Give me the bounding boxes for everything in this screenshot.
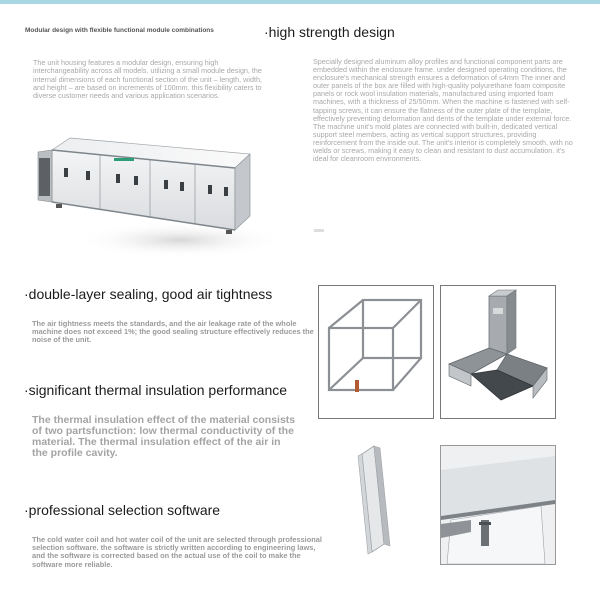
frame-cube-image [318,285,434,419]
modular-design-title: Modular design with flexible functional module combinations [25,27,214,34]
modular-design-text: The unit housing features a modular design, ensuring high interchangeability across all models. utilizing a small module design, the internal dimensions of each functional section of the unit – length, width, and height – are based on increments of 100mm. this flexibility caters to diverse customer needs and various application scenarios. [33,58,262,101]
thermal-insulation-text: The thermal insulation effect of the material consists of two partsfunction: low thermal conductivity of the material. The thermal insulation effect of the air in the profile cavity. [32,414,296,459]
double-layer-sealing-title: ·double-layer sealing, good air tightness [24,286,273,302]
air-handling-unit-image [30,130,285,270]
selection-software-text: The cold water coil and hot water coil of the unit are selected through professional selection software. the software is strictly written according to engineering laws, and the software is corrected based on the actual use of the coil to make the software more reliable. [32,535,322,569]
high-strength-text: Specially designed aluminum alloy profiles and functional component parts are embedded within the enclosure frame. under designed operating conditions, the enclosure's mechanical strength ensures a deformation of ≤4mm The inner and outer panels of the box are filled with high-quality polyurethane foam composite panels or rock wool insulation materials, manufactured using imported foam machines, with a thickness of 25/50mm. When the machine is fastened with self-tapping screws, it can ensure the flatness of the outer plate of the template, effectively preventing deformation and dents of the template under external force. The machine unit's mold plates are connected with built-in, dedicated vertical support steel members, acting as vertical support structures, providing reinforcement from the inside out. The unit's interior is completely smooth, with no welds or screws, making it easy to clean and resistant to dust accumulation. it's ideal for cleanroom environments. [313,57,573,164]
profile-section-image [440,445,556,565]
page-marker [314,229,324,232]
thermal-insulation-title: ·significant thermal insulation performance [24,382,288,398]
insulation-panel-image [318,424,432,574]
high-strength-title: ·high strength design [264,24,395,40]
selection-software-title: ·professional selection software [24,502,221,518]
corner-joint-image [440,285,556,419]
top-accent-bar [0,0,600,4]
double-layer-sealing-text: The air tightness meets the standards, and the air leakage rate of the whole machine does not exceed 1%; the good sealing structure effectively reduces the noise of the unit. [32,319,314,345]
